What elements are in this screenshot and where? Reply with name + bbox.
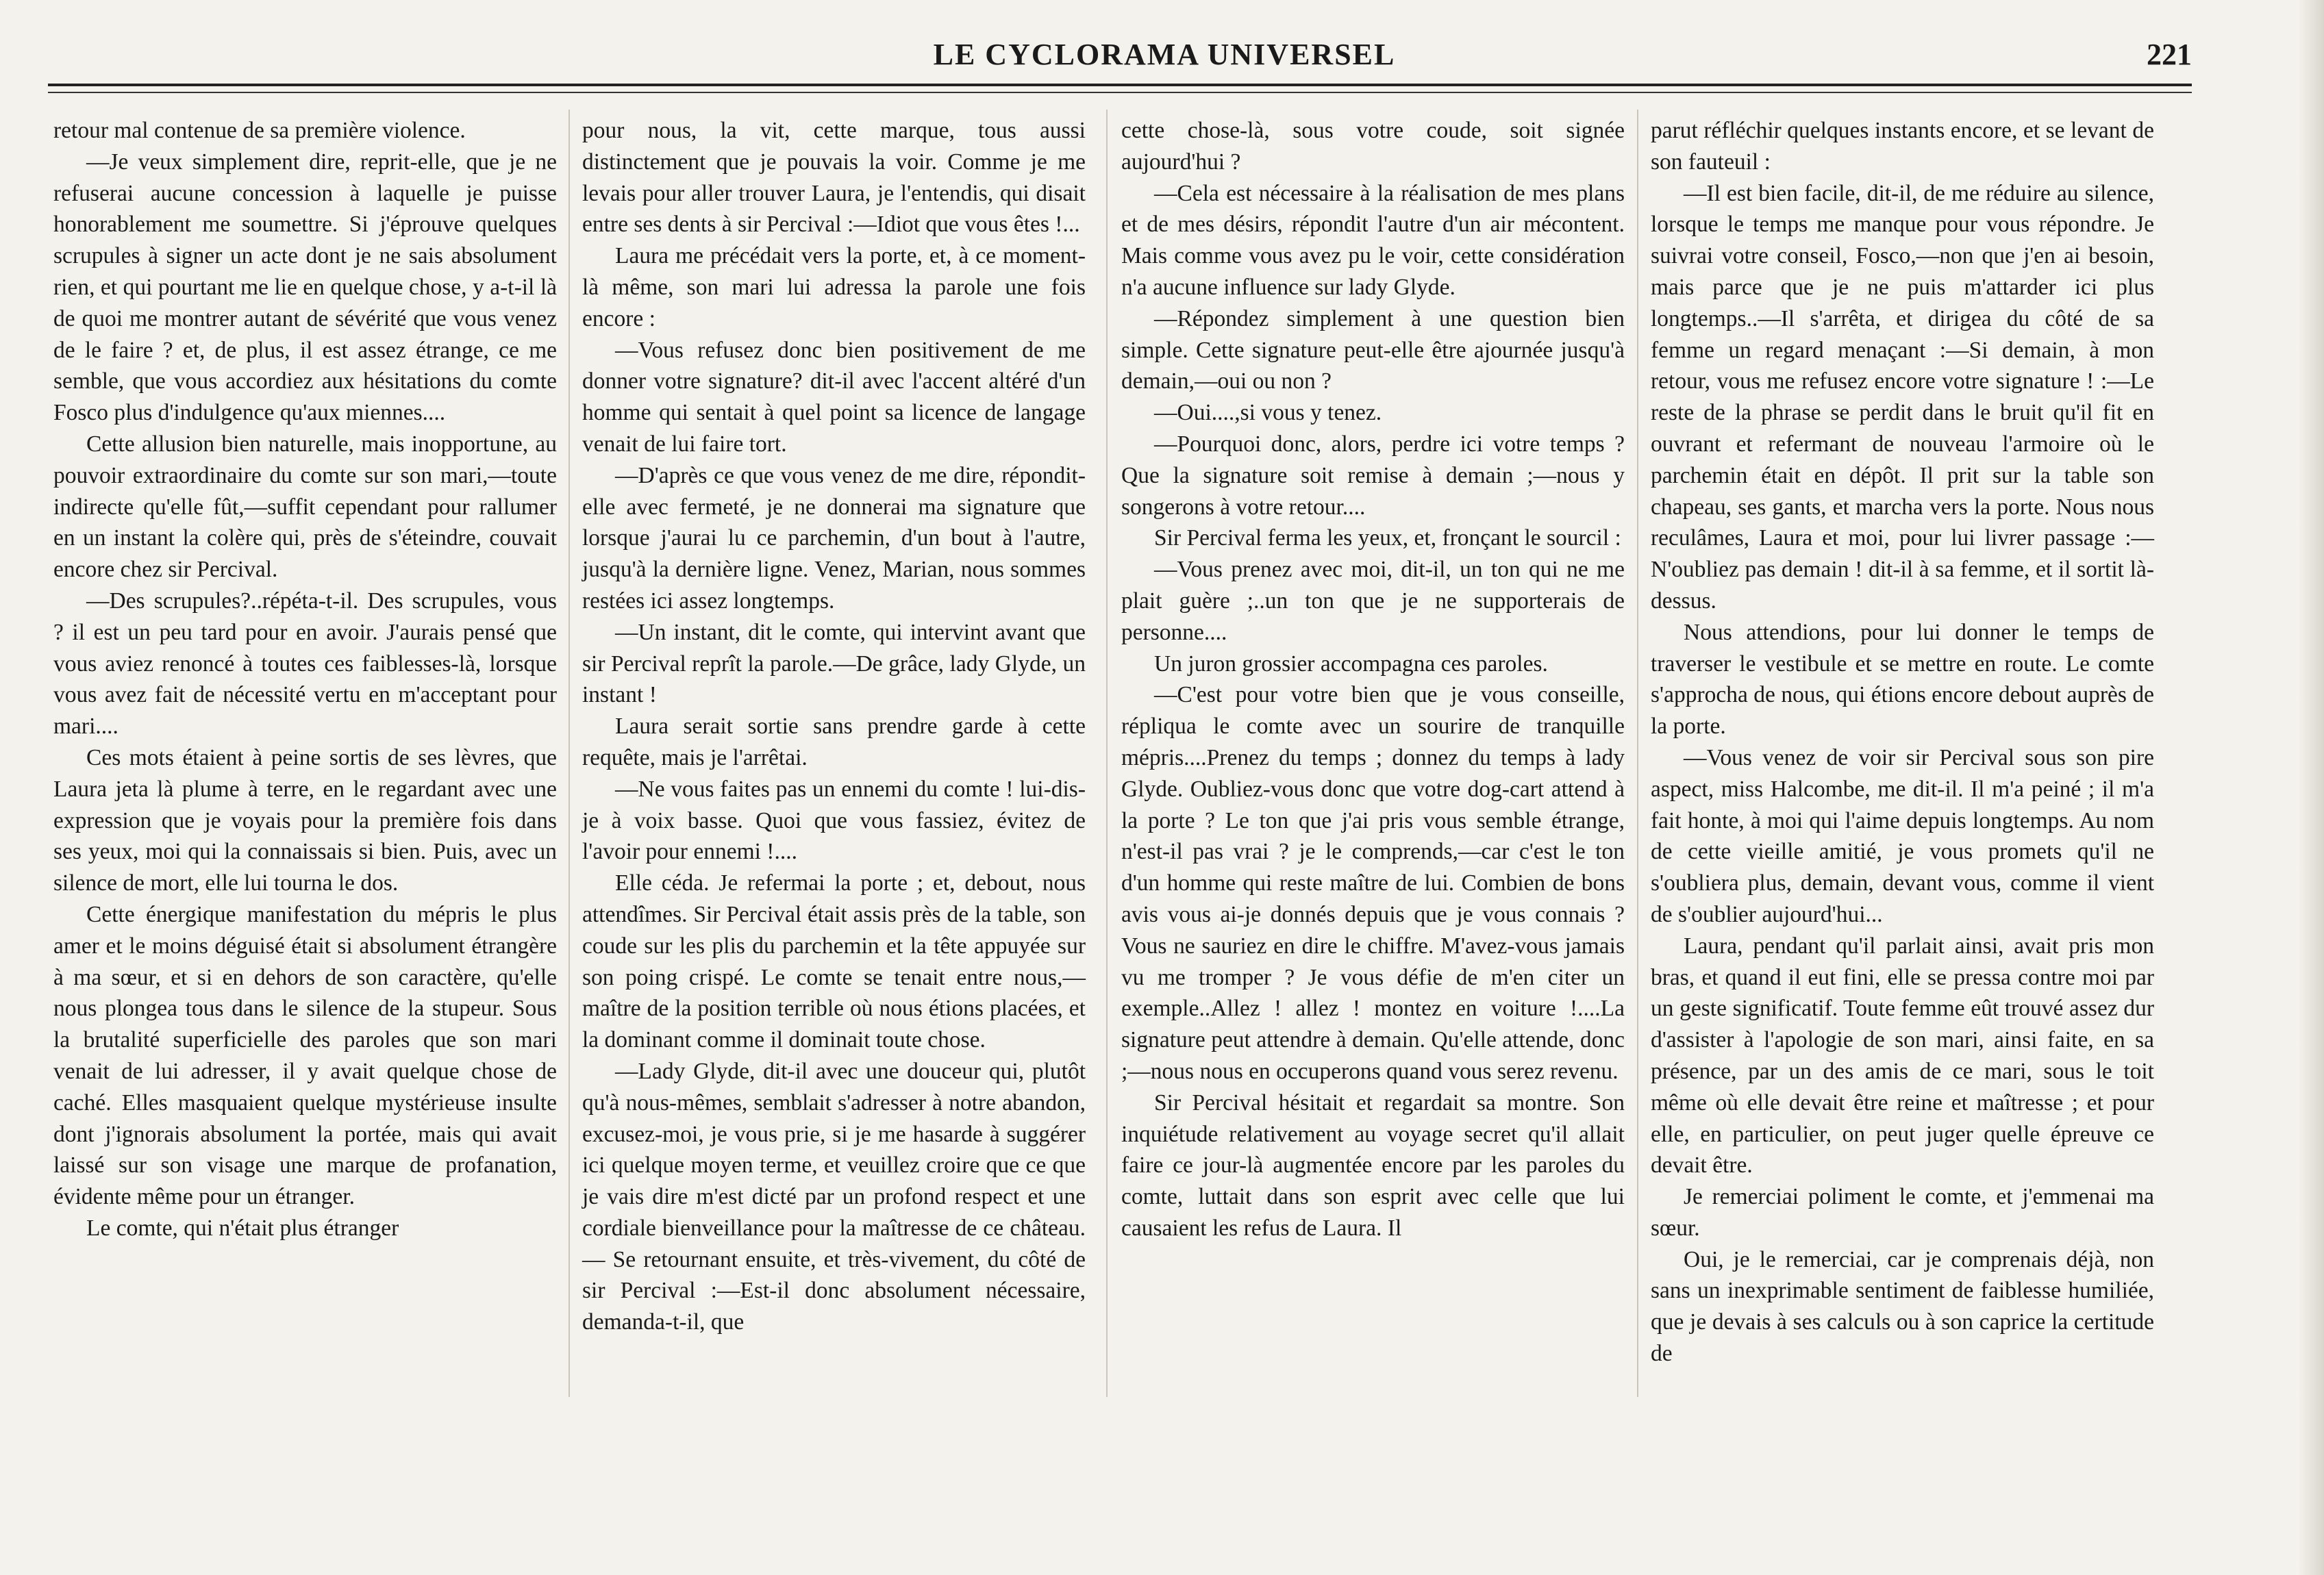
paragraph: Laura, pendant qu'il parlait ainsi, avait pris mon bras, et quand il eut fini, elle se pressa contre moi par un geste significatif. Toute femme eût trouvé assez dur d'assister à l'apologie de son mari, ainsi faite, en sa présence, par un des amis de ce mari, sous le toit même où elle devait être reine et maîtresse ; et pour elle, en particulier, on peut juger quelle épreuve ce devait être. — [1651, 933, 2154, 1179]
paragraph: Le comte, qui n'était plus étranger — [86, 1215, 399, 1241]
paragraph: Sir Percival hésitait et regardait sa montre. Son inquiétude relativement au voyage secret qu'il allait faire ce jour-là augmentée encore par les paroles du comte, luttait dans son esprit avec celle que lui causaient les refus de Laura. Il — [1121, 1089, 1625, 1241]
paragraph: Laura serait sortie sans prendre garde à cette requête, mais je l'arrêtai. — [582, 714, 1086, 770]
paragraph: Cette énergique manifestation du mépris le plus amer et le moins déguisé était si absolument étrangère à ma sœur, et si en dehors de son caractère, qu'elle nous plongea tous dans le silence de la stupeur. Sous la brutalité superficielle des paroles que son mari venait de lui adresser, il y avait quelque chose de caché. Elles masquaient quelque mystérieuse insulte dont j'ignorais absolument la portée, mais qui avait laissé sur son visage une marque de profanation, évidente même pour un étranger. — [53, 901, 557, 1210]
paragraph: —Il est bien facile, dit-il, de me réduire au silence, lorsque le temps me manque pour vous répondre. Je suivrai votre conseil, Fosco,—non que j'en ai besoin, mais parce que je ne puis m'attarder ici plus longtemps..—Il s'arrêta, et dirigea du côté de sa femme un regard menaçant :—Si demain, à mon retour, vous me refusez encore votre signature ! :—Le reste de la phrase se perdit dans le bruit qu'il fit en ouvrant et refermant de nouveau l'armoire où le parchemin était en dépôt. Il prit sur la table son chapeau, ses gants, et marcha vers la porte. Nous nous reculâmes, Laura et moi, pour lui livrer passage :— N'oubliez pas demain ! dit-il à sa femme, et il sortit là-dessus. — [1651, 180, 2154, 614]
paragraph: parut réfléchir quelques instants encore, et se levant de son fauteuil : — [1651, 118, 2154, 175]
paragraph: —D'après ce que vous venez de me dire, répondit-elle avec fermeté, je ne donnerai ma signature que lorsque j'aurai lu ce parchemin, d'un bout à l'autre, jusqu'à la dernière ligne. Venez, Marian, nous sommes restées ici assez longtemps. — [582, 462, 1086, 614]
text-column-2 — [582, 115, 1086, 1338]
text-column-4 — [1651, 115, 2154, 1370]
paragraph: —Vous prenez avec moi, dit-il, un ton qui ne me plait guère ;..un ton que je ne supporterais de personne.... — [1121, 557, 1625, 645]
paragraph: —Pourquoi donc, alors, perdre ici votre temps ? Que la signature soit remise à demain ;—nous y songerons à votre retour.... — [1121, 431, 1625, 520]
paragraph: —Répondez simplement à une question bien simple. Cette signature peut-elle être ajournée jusqu'à demain,—oui ou non ? — [1121, 305, 1625, 394]
paragraph: Nous attendions, pour lui donner le temps de traverser le vestibule et se mettre en route. Le comte s'approcha de nous, qui étions encore debout auprès de la porte. — [1651, 619, 2154, 740]
paragraph: —Vous refusez donc bien positivement de me donner votre signature? dit-il avec l'accent altéré d'un homme qui sentait à quel point sa licence de langage venait de lui faire tort. — [582, 337, 1086, 457]
paragraph: cette chose-là, sous votre coude, soit signée aujourd'hui ? — [1121, 118, 1625, 175]
paragraph: —Des scrupules?..répéta-t-il. Des scrupules, vous ? il est un peu tard pour en avoir. J'aurais pensé que vous aviez renoncé à toutes ces faiblesses-là, lorsque vous avez fait de nécessité vertu en m'acceptant pour mari.... — [53, 588, 557, 740]
column-divider — [1637, 110, 1638, 1397]
page-number: 221 — [2147, 38, 2192, 71]
column-divider — [568, 110, 570, 1397]
text-column-3 — [1121, 115, 1625, 1244]
paragraph: —Oui....,si vous y tenez. — [1154, 400, 1382, 426]
text-column-1 — [53, 115, 557, 1244]
paragraph: —Ne vous faites pas un ennemi du comte ! lui-dis-je à voix basse. Quoi que vous fassiez, évitez de l'avoir pour ennemi !.... — [582, 776, 1086, 865]
paragraph: —C'est pour votre bien que je vous conseille, répliqua le comte avec un sourire de tranquille mépris....Prenez du temps ; donnez du temps à lady Glyde. Oubliez-vous donc que votre dog-cart attend à la porte ? Le ton que j'ai pris vous semble étrange, n'est-il pas vrai ? je le comprends,—car c'est le ton d'un homme qui reste maître de lui. Combien de bons avis vous ai-je donnés depuis que je vous connais ? Vous ne sauriez en dire le chiffre. M'avez-vous jamais vu me tromper ? Je vous défie de m'en citer un exemple..Allez ! allez ! montez en voiture !....La signature peut attendre à demain. Qu'elle attende, donc ;—nous nous en occuperons quand vous serez revenu. — [1121, 682, 1625, 1084]
header-rule-thin — [48, 92, 2192, 93]
paragraph: Cette allusion bien naturelle, mais inopportune, au pouvoir extraordinaire du comte sur son mari,—toute indirecte qu'elle fût,—suffit cependant pour rallumer en un instant la colère qui, près de s'éteindre, couvait encore chez sir Percival. — [53, 431, 557, 583]
paragraph: —Je veux simplement dire, reprit-elle, que je ne refuserai aucune concession à laquelle je puisse honorablement me soumettre. Si j'éprouve quelques scrupules à signer un acte dont je ne sais absolument rien, et qui pourtant me lie en quelque chose, y a-t-il là de quoi me montrer autant de sévérité que vous venez de le faire ? et, de plus, il est assez étrange, ce me semble, que vous accordiez aux hésitations du comte Fosco plus d'indulgence qu'aux miennes.... — [53, 149, 557, 426]
paragraph: Oui, je le remerciai, car je comprenais déjà, non sans un inexprimable sentiment de faiblesse humiliée, que je devais à ses calculs ou à son caprice la certitude de — [1651, 1246, 2154, 1367]
paragraph: Laura me précédait vers la porte, et, à ce moment-là même, son mari lui adressa la parole une fois encore : — [582, 243, 1086, 331]
paragraph: —Un instant, dit le comte, qui intervint avant que sir Percival reprît la parole.—De grâce, lady Glyde, un instant ! — [582, 619, 1086, 708]
paragraph: Ces mots étaient à peine sortis de ses lèvres, que Laura jeta là plume à terre, en le regardant avec une expression que je voyais pour la première fois dans ses yeux, moi qui la connaissais si bien. Puis, avec un silence de mort, elle lui tourna le dos. — [53, 744, 557, 896]
paragraph: retour mal contenue de sa première violence. — [53, 118, 466, 143]
page-edge-shadow — [2298, 0, 2324, 1575]
paragraph: Je remerciai poliment le comte, et j'emmenai ma sœur. — [1651, 1184, 2154, 1241]
journal-title: LE CYCLORAMA UNIVERSEL — [933, 38, 1396, 71]
paragraph: Sir Percival ferma les yeux, et, fronçant le sourcil : — [1154, 525, 1621, 551]
header-rule-thick — [48, 84, 2192, 86]
paragraph: pour nous, la vit, cette marque, tous aussi distinctement que je pouvais la voir. Comme je me levais pour aller trouver Laura, je l'entendis, qui disait entre ses dents à sir Percival :—Idiot que vous êtes !... — [582, 118, 1086, 238]
paragraph: —Vous venez de voir sir Percival sous son pire aspect, miss Halcombe, me dit-il. Il m'a peiné ; il m'a fait honte, à moi qui l'aime depuis longtemps. Au nom de cette vieille amitié, je vous promets qu'il ne s'oubliera plus, demain, devant vous, comme il vient de s'oublier aujourd'hui... — [1651, 744, 2154, 927]
paragraph: Elle céda. Je refermai la porte ; et, debout, nous attendîmes. Sir Percival était assis près de la table, son coude sur les plis du parchemin et la tête appuyée sur son poing crispé. Le comte se tenait entre nous,—maître de la position terrible où nous étions placées, et la dominant comme il dominait toute chose. — [582, 870, 1086, 1053]
paragraph: Un juron grossier accompagna ces paroles. — [1154, 651, 1548, 677]
paragraph: —Cela est nécessaire à la réalisation de mes plans et de mes désirs, répondit l'autre d'un air mécontent. Mais comme vous avez pu le voir, cette considération n'a aucune influence sur lady Glyde. — [1121, 180, 1625, 300]
paragraph: —Lady Glyde, dit-il avec une douceur qui, plutôt qu'à nous-mêmes, semblait s'adresser à notre abandon, excusez-moi, je vous prie, si je me hasarde à suggérer ici quelque moyen terme, et veuillez croire que ce que je vais dire m'est dicté par un profond respect et une cordiale bienveillance pour la maîtresse de ce château.— Se retournant ensuite, et très-vivement, du côté de sir Percival :—Est-il donc absolument nécessaire, demanda-t-il, que — [582, 1058, 1086, 1335]
column-divider — [1106, 110, 1108, 1397]
